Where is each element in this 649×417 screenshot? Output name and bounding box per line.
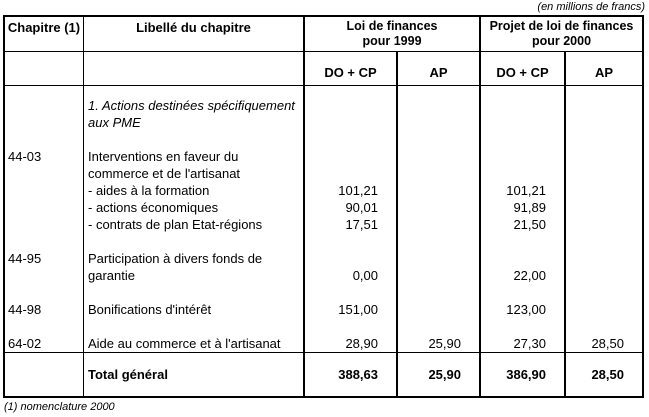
cell-plf2000-docp [479,233,564,250]
table-row [5,165,642,182]
cell-plf2000-docp [479,165,564,182]
table-row [5,86,642,97]
table-row [5,284,642,301]
header-chapitre: Chapitre (1) [7,20,81,35]
cell-lf1999-ap [396,97,479,114]
cell-plf2000-docp [479,86,564,97]
cell-libelle: Interventions en faveur du [83,148,303,165]
cell-plf2000-ap [564,216,642,233]
cell-libelle: - actions économiques [83,199,303,216]
cell-lf1999-ap [396,318,479,335]
cell-lf1999-docp [303,148,396,165]
cell-chapitre: 44-95 [8,251,42,266]
budget-table [3,15,644,398]
cell-plf2000-ap [564,131,642,148]
cell-libelle: Aide au commerce et à l'artisanat [83,335,303,352]
cell-lf1999-docp [303,233,396,250]
cell-chapitre [5,284,83,301]
header-group-lf1999-line1: Loi de finances [346,19,438,33]
unit-note: (en millions de francs) [537,1,645,13]
table-row [5,250,642,267]
cell-plf2000-ap [564,86,642,97]
cell-chapitre [5,97,83,114]
header-plf2000-ap: AP [564,52,642,85]
header-lf1999-docp: DO + CP [303,52,396,85]
cell-plf2000-docp [479,284,564,301]
table-row [5,131,642,148]
header-libelle: Libellé du chapitre [83,17,303,51]
cell-chapitre [5,86,83,97]
cell-libelle: - contrats de plan Etat-régions [83,216,303,233]
cell-lf1999-ap [396,148,479,165]
header-group-lf1999 [303,17,479,51]
cell-plf2000-docp: 27,30 [479,335,564,352]
cell-plf2000-docp [479,114,564,131]
cell-chapitre [5,233,83,250]
cell-plf2000-ap [564,267,642,284]
table-row [5,267,642,284]
cell-libelle: Participation à divers fonds de [83,250,303,267]
cell-plf2000-docp: 123,00 [479,301,564,318]
cell-lf1999-ap [396,131,479,148]
cell-lf1999-docp: 151,00 [303,301,396,318]
cell-chapitre [5,216,83,233]
header-group-plf2000-line2: pour 2000 [531,34,592,48]
cell-chapitre: 44-03 [8,149,42,164]
table-row [5,301,642,318]
header-group-plf2000 [479,17,642,51]
header-group-lf1999-line2: pour 1999 [362,34,422,48]
total-empty-chapitre [5,353,83,396]
cell-plf2000-docp: 22,00 [479,267,564,284]
header-row-groups [5,17,642,52]
table-row [5,335,642,352]
cell-lf1999-ap [396,216,479,233]
table-row [5,97,642,114]
cell-chapitre [5,199,83,216]
cell-lf1999-ap [396,233,479,250]
cell-plf2000-ap [564,233,642,250]
cell-plf2000-docp: 91,89 [479,199,564,216]
total-plf2000-ap: 28,50 [564,353,642,396]
cell-chapitre [5,114,83,131]
cell-plf2000-docp [479,318,564,335]
cell-lf1999-ap [396,267,479,284]
cell-plf2000-ap [564,284,642,301]
cell-lf1999-ap [396,165,479,182]
cell-chapitre [5,318,83,335]
cell-plf2000-docp [479,250,564,267]
header-lf1999-ap: AP [396,52,479,85]
table-body [5,86,642,352]
cell-plf2000-ap: 28,50 [564,335,642,352]
total-lf1999-ap: 25,90 [396,353,479,396]
table-row [5,148,642,165]
cell-plf2000-ap [564,165,642,182]
header-plf2000-docp: DO + CP [479,52,564,85]
cell-lf1999-ap [396,199,479,216]
table-row [5,182,642,199]
total-plf2000-docp: 386,90 [479,353,564,396]
cell-chapitre [5,131,83,148]
cell-lf1999-docp: 0,00 [303,267,396,284]
header-group-plf2000-line1: Projet de loi de finances [489,19,634,33]
cell-lf1999-docp: 28,90 [303,335,396,352]
cell-lf1999-docp: 101,21 [303,182,396,199]
cell-libelle [83,284,303,301]
cell-libelle [83,318,303,335]
cell-plf2000-ap [564,199,642,216]
table-row [5,233,642,250]
cell-lf1999-ap: 25,90 [396,335,479,352]
cell-plf2000-docp: 101,21 [479,182,564,199]
cell-lf1999-ap [396,250,479,267]
cell-lf1999-ap [396,182,479,199]
cell-chapitre: 64-02 [8,336,42,351]
cell-plf2000-docp: 21,50 [479,216,564,233]
cell-libelle: aux PME [83,114,303,131]
cell-plf2000-docp [479,131,564,148]
cell-chapitre: 44-98 [8,302,42,317]
cell-plf2000-docp [479,97,564,114]
cell-lf1999-docp [303,131,396,148]
cell-plf2000-ap [564,148,642,165]
cell-plf2000-ap [564,250,642,267]
cell-lf1999-docp [303,165,396,182]
cell-lf1999-ap [396,114,479,131]
header-row-subcolumns [5,52,642,86]
table-row [5,216,642,233]
cell-plf2000-ap [564,301,642,318]
cell-libelle: Bonifications d'intérêt [83,301,303,318]
cell-libelle [83,233,303,250]
header-empty-chapitre [5,52,83,85]
cell-lf1999-docp [303,284,396,301]
cell-lf1999-ap [396,301,479,318]
table-row [5,199,642,216]
cell-plf2000-ap [564,182,642,199]
cell-chapitre [5,165,83,182]
total-label: Total général [83,353,303,396]
cell-libelle: - aides à la formation [83,182,303,199]
footnote: (1) nomenclature 2000 [4,401,115,413]
cell-lf1999-docp: 17,51 [303,216,396,233]
total-lf1999-docp: 388,63 [303,353,396,396]
cell-libelle [83,86,303,97]
cell-lf1999-ap [396,284,479,301]
cell-lf1999-docp [303,318,396,335]
header-empty-libelle [83,52,303,85]
cell-lf1999-docp [303,97,396,114]
total-row [5,352,642,396]
cell-plf2000-ap [564,97,642,114]
cell-lf1999-docp [303,86,396,97]
cell-plf2000-ap [564,114,642,131]
table-row [5,318,642,335]
table-row [5,114,642,131]
cell-chapitre [5,267,83,284]
cell-lf1999-docp: 90,01 [303,199,396,216]
cell-plf2000-ap [564,318,642,335]
cell-libelle: garantie [83,267,303,284]
cell-plf2000-docp [479,148,564,165]
cell-libelle: commerce et de l'artisanat [83,165,303,182]
cell-lf1999-docp [303,250,396,267]
cell-libelle [83,131,303,148]
cell-libelle: 1. Actions destinées spécifiquement [83,97,303,114]
cell-chapitre [5,182,83,199]
cell-lf1999-ap [396,86,479,97]
cell-lf1999-docp [303,114,396,131]
